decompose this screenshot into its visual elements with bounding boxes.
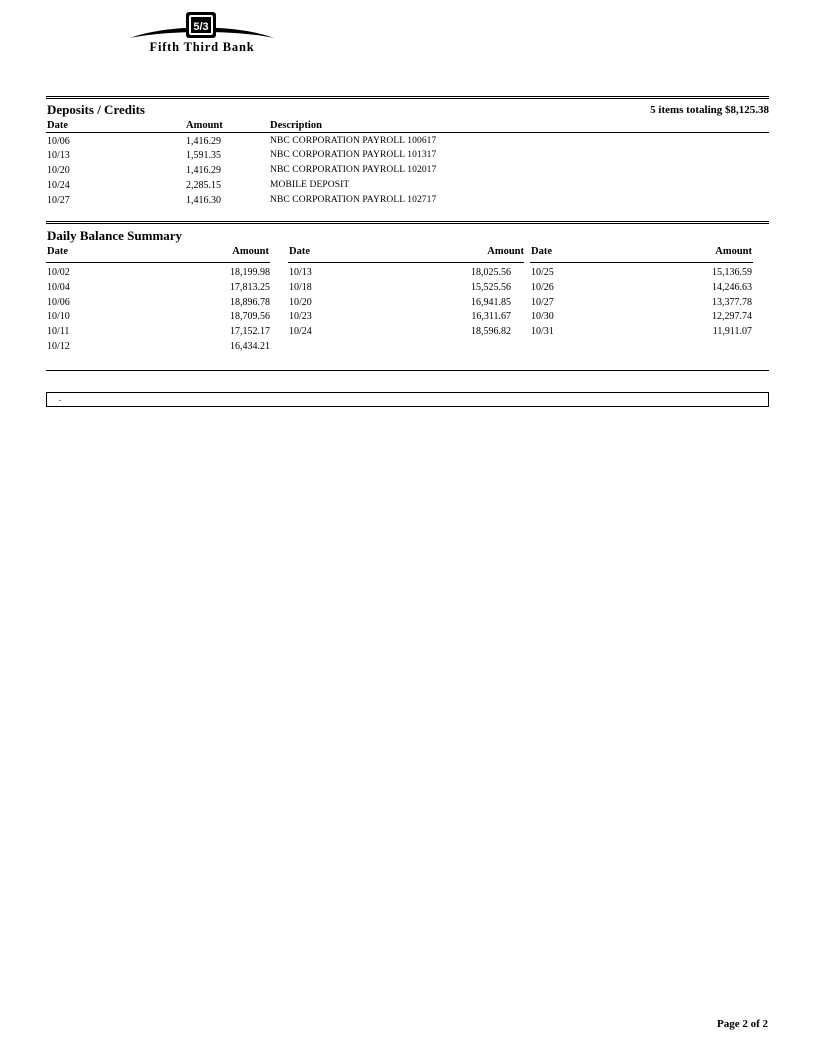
balance-amount: 15,136.59 (712, 267, 752, 278)
balance-date-header: Date (289, 246, 310, 257)
deposit-description: NBC CORPORATION PAYROLL 102017 (270, 165, 437, 175)
message-text: . (59, 393, 62, 403)
balance-amount: 16,311.67 (471, 311, 511, 322)
balance-amount: 14,246.63 (712, 282, 752, 293)
section-divider (46, 96, 769, 99)
balance-amount: 16,434.21 (230, 341, 270, 352)
balance-amount: 15,525.56 (471, 282, 511, 293)
deposit-date: 10/13 (47, 150, 70, 161)
message-box (46, 392, 769, 407)
balance-amount: 18,199.98 (230, 267, 270, 278)
balance-amount-header: Amount (715, 246, 752, 257)
balance-date: 10/24 (289, 326, 312, 337)
deposit-date: 10/27 (47, 195, 70, 206)
bank-logo (128, 10, 276, 58)
balance-date: 10/23 (289, 311, 312, 322)
balance-date: 10/02 (47, 267, 70, 278)
deposit-description: NBC CORPORATION PAYROLL 102717 (270, 195, 437, 205)
balance-date: 10/31 (531, 326, 554, 337)
balance-amount: 17,152.17 (230, 326, 270, 337)
bank-name: Fifth Third Bank (149, 40, 255, 54)
daily-balance-title: Daily Balance Summary (47, 228, 183, 243)
deposits-title: Deposits / Credits (47, 102, 145, 117)
header-rule (46, 262, 270, 263)
header-rule (530, 262, 753, 263)
balance-date: 10/30 (531, 311, 554, 322)
balance-date: 10/06 (47, 297, 70, 308)
deposits-amount-header: Amount (186, 120, 223, 131)
balance-date: 10/27 (531, 297, 554, 308)
balance-amount: 18,596.82 (471, 326, 511, 337)
deposit-amount: 2,285.15 (186, 180, 221, 191)
deposit-amount: 1,416.29 (186, 165, 221, 176)
deposit-description: NBC CORPORATION PAYROLL 101317 (270, 150, 437, 160)
balance-date: 10/26 (531, 282, 554, 293)
balance-amount: 17,813.25 (230, 282, 270, 293)
balance-date: 10/11 (47, 326, 70, 337)
balance-amount: 18,896.78 (230, 297, 270, 308)
deposit-amount: 1,591.35 (186, 150, 221, 161)
deposit-date: 10/24 (47, 180, 70, 191)
balance-amount: 16,941.85 (471, 297, 511, 308)
balance-date: 10/13 (289, 267, 312, 278)
balance-date: 10/04 (47, 282, 70, 293)
header-rule (288, 262, 524, 263)
deposit-amount: 1,416.29 (186, 136, 221, 147)
balance-date: 10/20 (289, 297, 312, 308)
balance-date: 10/12 (47, 341, 70, 352)
deposits-date-header: Date (47, 120, 68, 131)
deposits-summary: 5 items totaling $8,125.38 (650, 104, 769, 116)
deposit-description: NBC CORPORATION PAYROLL 100617 (270, 136, 437, 146)
balance-date-header: Date (47, 246, 68, 257)
page-number: Page 2 of 2 (716, 1018, 768, 1030)
deposits-description-header: Description (270, 120, 322, 131)
balance-date-header: Date (531, 246, 552, 257)
balance-amount-header: Amount (232, 246, 269, 257)
header-rule (46, 132, 769, 133)
deposit-date: 10/20 (47, 165, 70, 176)
balance-amount-header: Amount (487, 246, 524, 257)
section-divider (46, 221, 769, 224)
balance-amount: 12,297.74 (712, 311, 752, 322)
balance-date: 10/10 (47, 311, 70, 322)
deposit-date: 10/06 (47, 136, 70, 147)
balance-date: 10/18 (289, 282, 312, 293)
balance-amount: 13,377.78 (712, 297, 752, 308)
balance-amount: 18,025.56 (471, 267, 511, 278)
section-end-rule (46, 370, 769, 371)
balance-amount: 11,911.07 (712, 326, 752, 337)
balance-date: 10/25 (531, 267, 554, 278)
deposit-description: MOBILE DEPOSIT (270, 180, 350, 190)
fifth-third-logo-icon (128, 10, 276, 40)
balance-amount: 18,709.56 (230, 311, 270, 322)
deposit-amount: 1,416.30 (186, 195, 221, 206)
svg-text:5/3: 5/3 (193, 21, 209, 33)
